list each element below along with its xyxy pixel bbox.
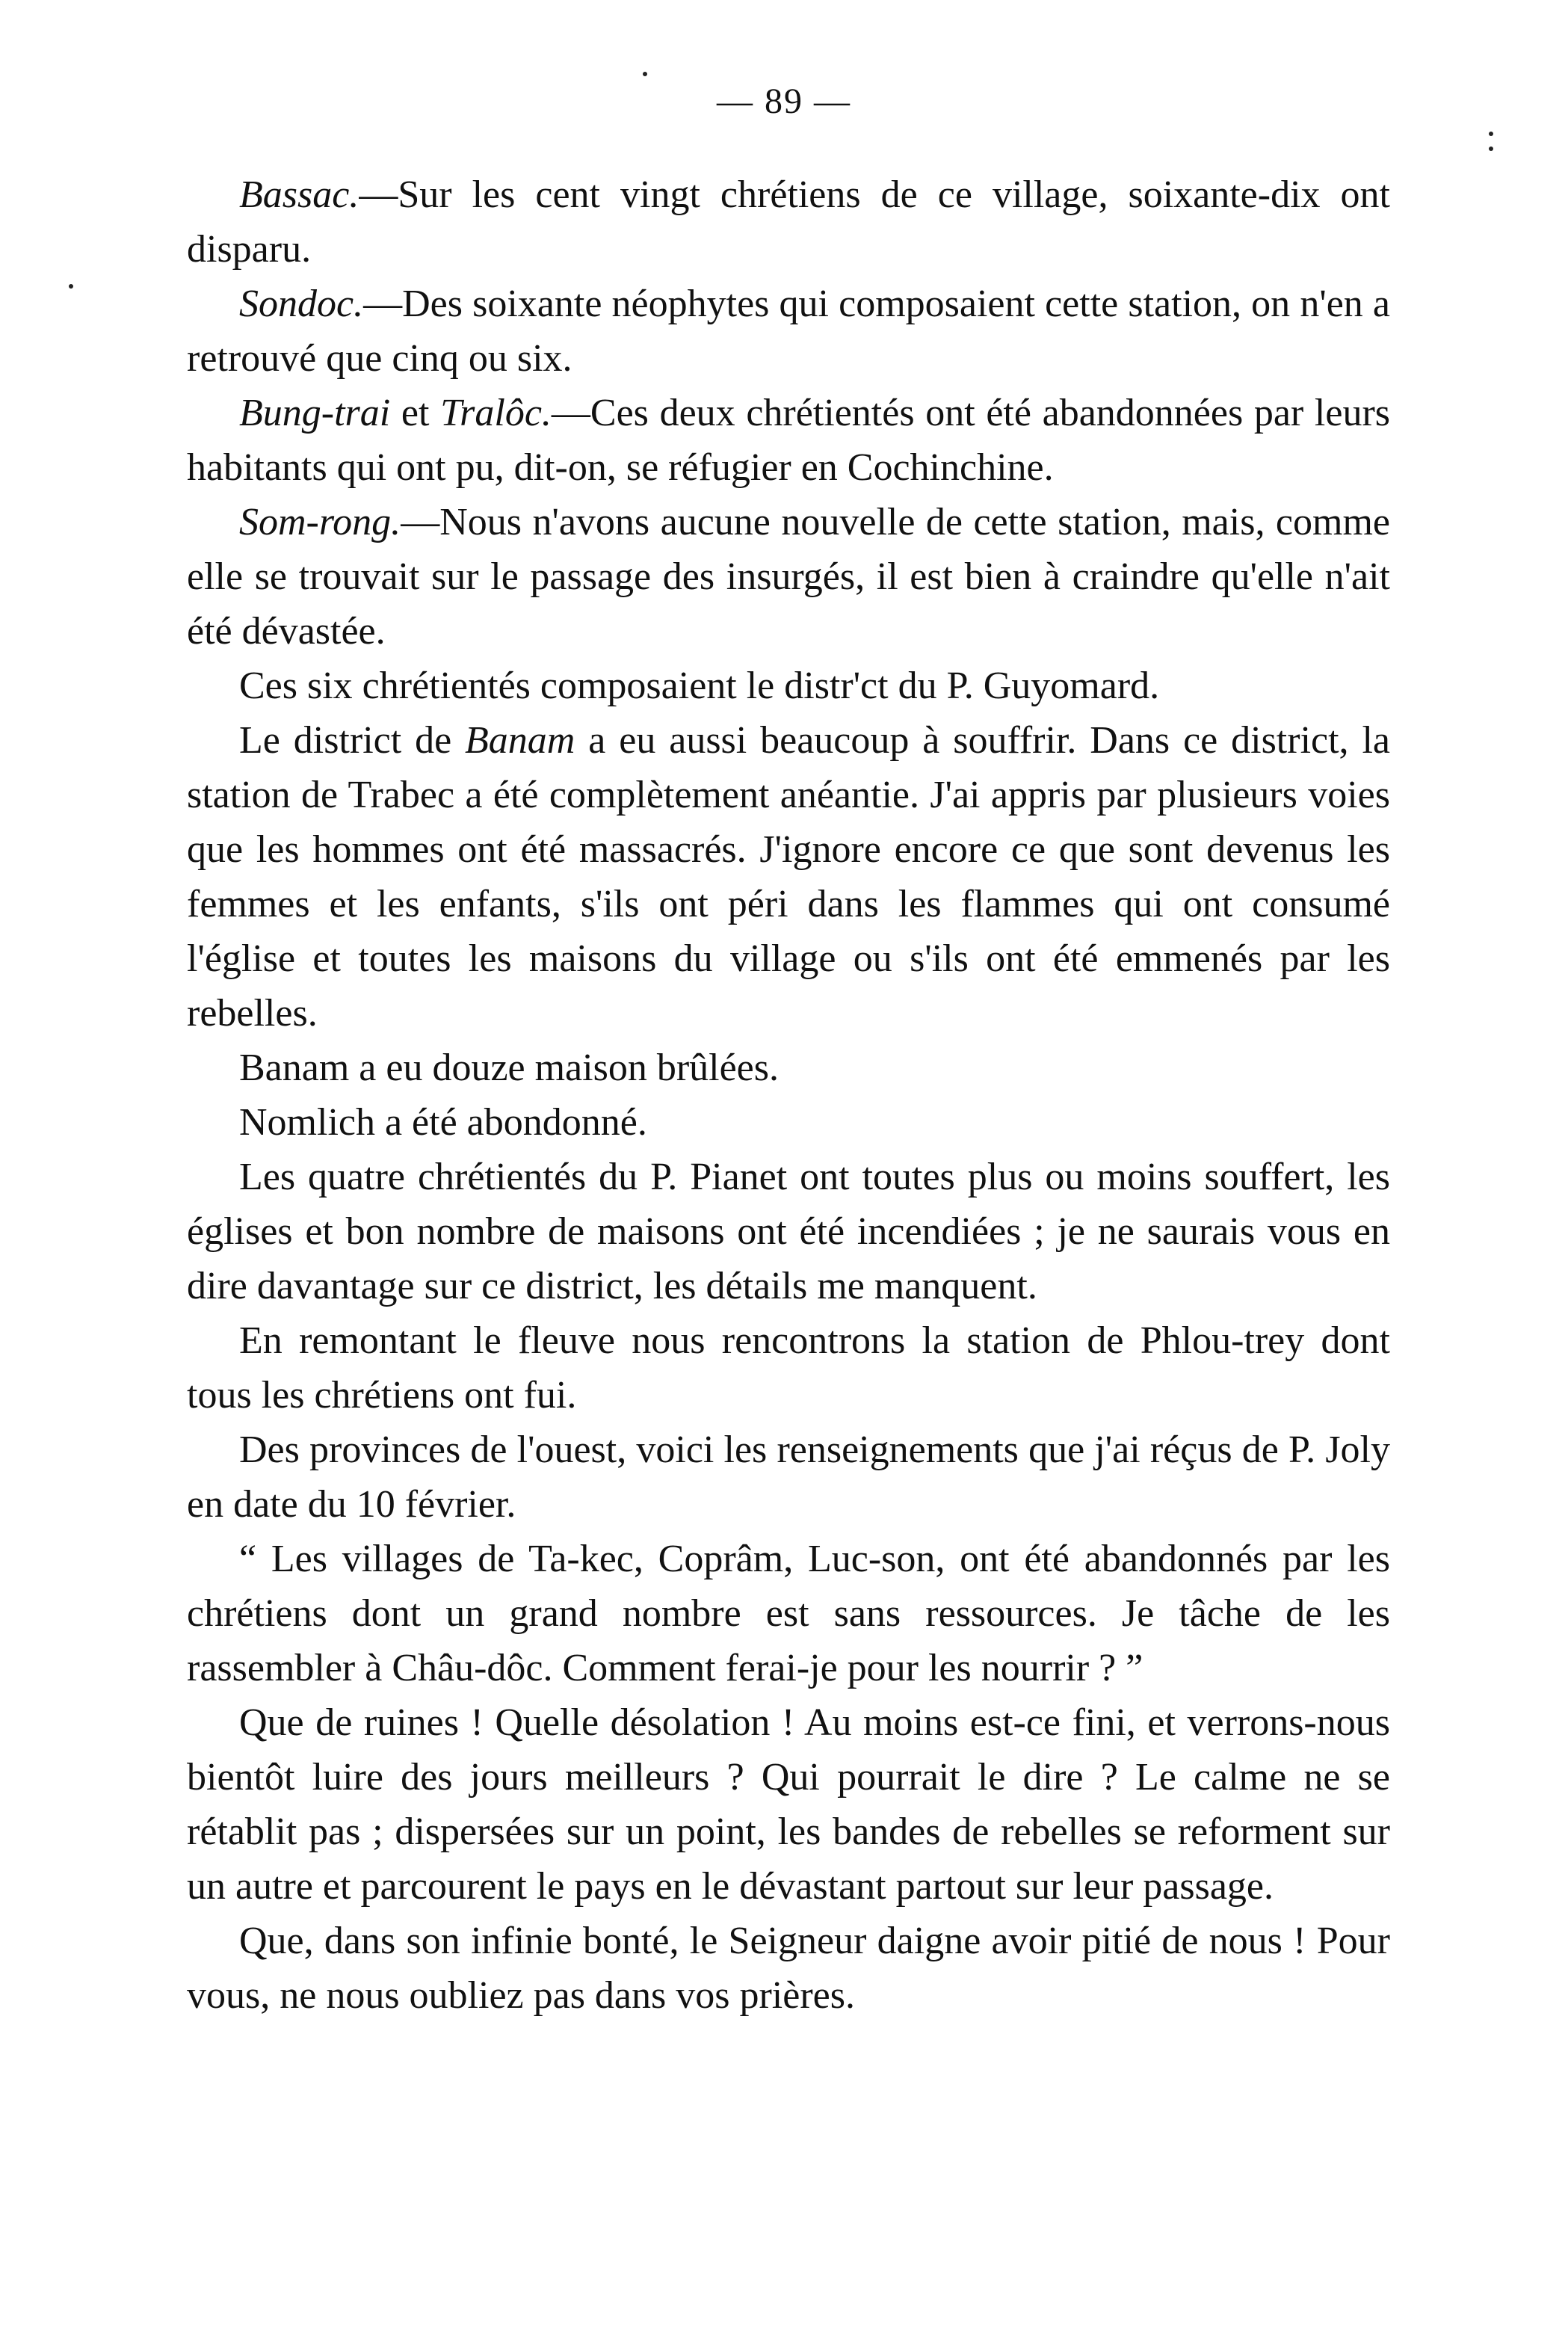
paragraph-phlou-trey: [187, 1313, 1390, 1423]
print-speck: [643, 72, 647, 76]
paragraph-pianet: [187, 1150, 1390, 1313]
paragraph-text: a eu aussi beaucoup à souffrir. Dans ce district, la station de Trabec a été complètement anéantie. J'ai appris par plusieurs voies que les hommes ont été massacrés. J'ignore encore ce que sont devenus les femmes et les enfants, s'ils ont péri dans les flammes qui ont consumé l'église et toutes les maisons du village ou s'ils ont été emmenés par les rebelles.: [187, 719, 1390, 1035]
station-name: Som-rong.: [239, 501, 401, 543]
paragraph-text: Que, dans son infinie bonté, le Seigneur daigne avoir pitié de nous ! Pour vous, ne nous oubliez pas dans vos prières.: [187, 1920, 1390, 2017]
paragraph-text: Les quatre chrétientés du P. Pianet ont toutes plus ou moins souffert, les églises et bon nombre de maisons ont été incendiées ; je ne saurais vous en dire davantage sur ce district, les détails me manquent.: [187, 1156, 1390, 1307]
print-speck: [1489, 147, 1493, 151]
page-number: — 89 —: [717, 81, 851, 121]
paragraph-text: Nomlich a été abondonné.: [239, 1101, 647, 1144]
paragraph-closing-prayer: [187, 1914, 1390, 2023]
paragraph-text: En remontant le fleuve nous rencontrons la station de Phlou-trey dont tous les chrétiens ont fui.: [187, 1319, 1390, 1417]
paragraph-bassac: [187, 167, 1390, 277]
paragraph-text-before: Le district de: [239, 719, 466, 762]
paragraph-text: —Des soixante néophytes qui composaient cette station, on n'en a retrouvé que cinq ou six.: [187, 283, 1390, 380]
paragraph-district-banam: [187, 713, 1390, 1041]
station-name: Sondoc.: [239, 283, 364, 325]
district-name: Banam: [465, 719, 575, 762]
paragraph-text: “ Les villages de Ta-kec, Coprâm, Luc-son, ont été abandonnés par les chrétiens dont un grand nombre est sans ressources. Je tâche de les rassembler à Châu-dôc. Comment ferai-je pour les nourrir ? ”: [187, 1538, 1390, 1689]
station-name: Bassac.: [239, 173, 359, 216]
paragraph-text: Ces six chrétientés composaient le distr'ct du P. Guyomard.: [239, 665, 1160, 707]
station-name: Tralôc.: [440, 392, 552, 434]
paragraph-text: —Nous n'avons aucune nouvelle de cette station, mais, comme elle se trouvait sur le passage des insurgés, il est bien à craindre qu'elle n'ait été dévastée.: [187, 501, 1390, 653]
paragraph-text: —Ces deux chrétientés ont été abandonnées par leurs habitants qui ont pu, dit-on, se réfugier en Cochinchine.: [187, 392, 1390, 489]
paragraph-text: Que de ruines ! Quelle désolation ! Au moins est-ce fini, et verrons-nous bientôt luire des jours meilleurs ? Qui pourrait le dire ? Le calme ne se rétablit pas ; dispersées sur un point, les bandes de rebelles se reforment sur un autre et parcourent le pays en le dévastant partout sur leur passage.: [187, 1701, 1390, 1908]
paragraph-bung-trai: [187, 386, 1390, 495]
print-speck: [1489, 132, 1493, 136]
paragraph-quotation: [187, 1532, 1390, 1695]
paragraph-som-rong: [187, 495, 1390, 659]
paragraph-sondoc: [187, 277, 1390, 386]
paragraph-text: —Sur les cent vingt chrétiens de ce village, soixante-dix ont disparu.: [187, 173, 1390, 271]
paragraph-text: Des provinces de l'ouest, voici les renseignements que j'ai réçus de P. Joly en date du 10 février.: [187, 1428, 1390, 1526]
paragraph-west-provinces: [187, 1423, 1390, 1532]
station-name: Bung-trai: [239, 392, 391, 434]
paragraph-district-guyomard: [187, 659, 1390, 713]
paragraph-text: Banam a eu douze maison brûlées.: [239, 1047, 779, 1089]
paragraph-nomlich: [187, 1095, 1390, 1150]
paragraph-banam-houses: [187, 1041, 1390, 1095]
body-text: [187, 167, 1390, 2023]
paragraph-desolation: [187, 1695, 1390, 1914]
print-speck: [69, 284, 73, 289]
paragraph-connector: et: [390, 392, 441, 434]
